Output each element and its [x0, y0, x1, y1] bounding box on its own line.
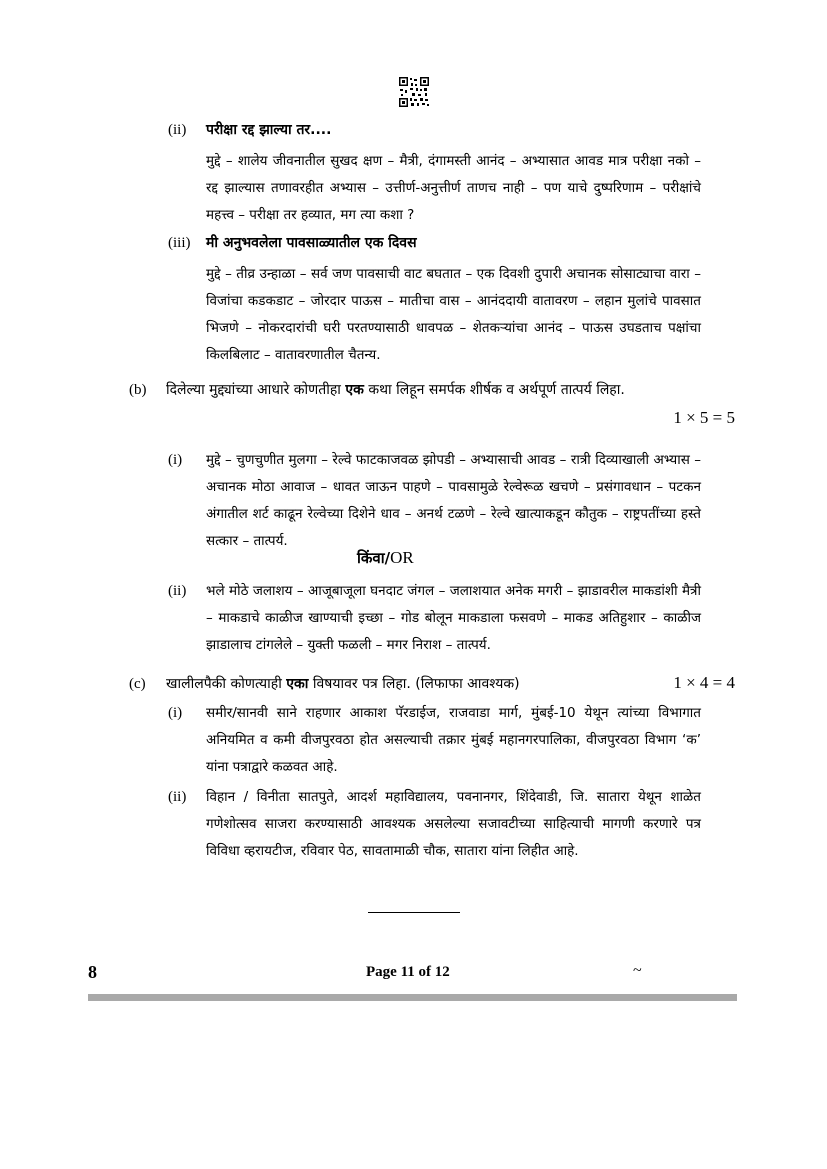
q-iii-label: (iii): [168, 235, 191, 251]
q-c-text-before: खालीलपैकी कोणत्याही: [166, 676, 287, 692]
or-separator: [357, 548, 414, 568]
q-b-i-points: मुद्दे – चुणचुणीत मुलगा – रेल्वे फाटकाजवळ झोपडी – अभ्यासाची आवड – रात्री दिव्याखाली अभ्यास – अचानक मोठा आवाज – धावत जाऊन पाहणे – पावसामुळे रेल्वेरूळ खचणे – प्रसंगावधान – पटकन अंगातील शर्ट काढून रेल्वेच्या दिशेने धाव – अनर्थ टळणे – रेल्वे खात्याकडून कौतुक – राष्ट्रपतींच्या हस्ते सत्कार – तात्पर्य.: [206, 452, 701, 549]
q-c-ii-label: (ii): [168, 789, 187, 805]
q-b-text-before: दिलेल्या मुद्द्यांच्या आधारे कोणतीहा: [166, 382, 346, 398]
end-of-section-rule: [368, 912, 460, 913]
q-iii-points: मुद्दे – तीव्र उन्हाळा – सर्व जण पावसाची वाट बघतात – एक दिवशी दुपारी अचानक सोसाट्याचा वारा – विजांचा कडकडाट – जोरदार पाऊस – मातीचा वास – आनंददायी वातावरण – लहान मुलांचे पावसात भिजणे – नोकरदारांची घरी परतण्यासाठी धावपळ – शेतकऱ्यांचा आनंद – पाऊस उघडताच पक्षांचा किलबिलाट – वातावरणातील चैतन्य.: [206, 266, 701, 363]
or-marathi: किंवा/: [357, 549, 391, 567]
footer-page-number: Page 11 of 12: [366, 964, 450, 980]
footer-bar: [88, 994, 737, 1001]
q-c-ii-points: विहान / विनीता सातपुते, आदर्श महाविद्यालय, पवनानगर, शिंदेवाडी, जि. सातारा येथून शाळेत गणेशोत्सव साजरा करण्यासाठी आवश्यक असलेल्या सजावटीच्या साहित्याची मागणी करणारे पत्र विविधा व्हरायटीज, रविवार पेठ, सावतामाळी चौक, सातारा यांना लिहीत आहे.: [206, 789, 701, 859]
q-c-text-after: विषयावर पत्र लिहा. (लिफाफा आवश्यक): [308, 676, 520, 692]
q-iii-title: मी अनुभवलेला पावसाळ्यातील एक दिवस: [206, 235, 417, 251]
footer-code: 8: [88, 962, 97, 982]
q-ii-label: (ii): [168, 122, 187, 138]
q-b-ii-points: भले मोठे जलाशय – आजूबाजूला घनदाट जंगल – जलाशयात अनेक मगरी – झाडावरील माकडांशी मैत्री – माकडाचे काळीज खाण्याची इच्छा – गोड बोलून माकडाला फसवणे – माकड अतिहुशार – काळीज झाडालाच टांगलेले – युक्ती फळली – मगर निराश – तात्पर्य.: [206, 583, 701, 653]
q-b-ii-label: (ii): [168, 583, 187, 599]
footer-mark: ~: [633, 962, 642, 979]
q-b-label: (b): [129, 382, 147, 398]
q-b-instruction: [166, 377, 726, 404]
q-b-marks: 1 × 5 = 5: [673, 408, 735, 427]
q-ii-section: [206, 117, 701, 229]
q-c-text-bold: एका: [286, 676, 309, 692]
q-b-i-label: (i): [168, 452, 183, 468]
q-c-instruction: [166, 671, 636, 698]
q-iii-section: [206, 230, 701, 369]
q-b-text-bold: एक: [345, 382, 364, 398]
qr-code: [398, 76, 430, 108]
q-c-label: (c): [129, 676, 146, 692]
q-ii-points: मुद्दे – शालेय जीवनातील सुखद क्षण – मैत्री, दंगामस्ती आनंद – अभ्यासात आवड मात्र परीक्षा नको – रद्द झाल्यास तणावरहीत अभ्यास – उत्तीर्ण-अनुत्तीर्ण ताणच नाही – पण याचे दुष्परिणाम – परीक्षांचे महत्त्व – परीक्षा तर हव्यात, मग त्या कशा ?: [206, 153, 701, 223]
q-c-marks: 1 × 4 = 4: [673, 673, 735, 692]
q-c-i-label: (i): [168, 705, 183, 721]
q-ii-title: परीक्षा रद्द झाल्या तर....: [206, 122, 332, 138]
or-english: OR: [390, 548, 414, 567]
q-c-i-points: समीर/सानवी साने राहणार आकाश पॅरडाईज, राजवाडा मार्ग, मुंबई-10 येथून त्यांच्या विभागात अनियमित व कमी वीजपुरवठा होत असल्याची तक्रार मुंबई महानगरपालिका, वीजपुरवठा विभाग ‘क’ यांना पत्राद्वारे कळवत आहे.: [206, 705, 701, 775]
q-b-text-after: कथा लिहून समर्पक शीर्षक व अर्थपूर्ण तात्पर्य लिहा.: [363, 382, 625, 398]
